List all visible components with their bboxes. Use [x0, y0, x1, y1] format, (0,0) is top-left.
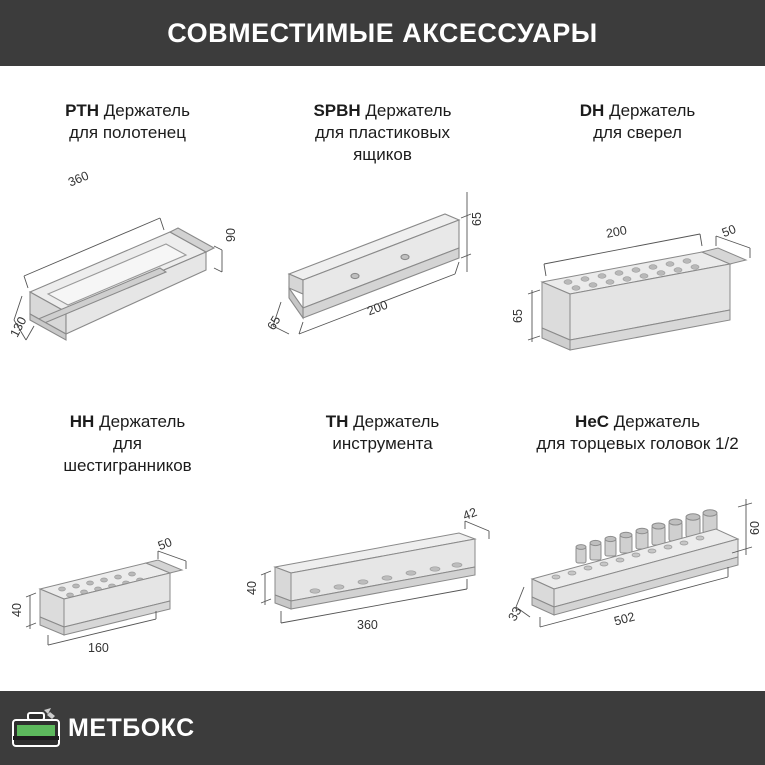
- product-cell-dh[interactable]: [510, 100, 765, 354]
- brand-name: МЕТБОКС: [68, 713, 195, 742]
- product-title-pth: [0, 100, 255, 144]
- product-code-th: TH: [325, 412, 349, 431]
- product-title-th: [255, 411, 510, 455]
- dimension-label-hec-1: 60: [747, 521, 762, 535]
- pth-svg: [0, 144, 255, 374]
- product-title-hec: [510, 411, 765, 455]
- toolbox-icon: [10, 706, 62, 750]
- product-name-spbh-line2: для пластиковых: [315, 123, 450, 142]
- dimension-label-spbh-1: 65: [469, 212, 484, 226]
- product-drawing-dh: [510, 144, 765, 354]
- product-code-hec: HeC: [575, 412, 610, 431]
- dimension-label-pth-2: 90: [223, 228, 238, 242]
- page-title: СОВМЕСТИМЫЕ АКСЕССУАРЫ: [167, 17, 598, 48]
- product-title-hh: [0, 411, 255, 477]
- dimension-label-hec-3: 502: [612, 609, 637, 629]
- product-drawing-hh: [0, 477, 255, 657]
- dimension-label-pth-3: 130: [7, 314, 30, 340]
- product-cell-spbh[interactable]: [255, 100, 510, 376]
- dimension-label-spbh-3: 65: [264, 313, 284, 333]
- th-svg: [255, 455, 510, 635]
- product-drawing-th: [244, 455, 510, 635]
- product-name-spbh-line1: Держатель: [365, 101, 452, 120]
- product-grid: [0, 66, 765, 691]
- dimension-label-dh-1: 200: [604, 223, 629, 241]
- hh-svg: [0, 477, 255, 657]
- product-code-dh: DH: [579, 101, 605, 120]
- product-name-pth-line2: для полотенец: [69, 123, 186, 142]
- toolbox-svg: [10, 706, 62, 750]
- product-title-spbh: [255, 100, 510, 166]
- dimension-label-pth-1: 360: [66, 168, 91, 190]
- product-name-hh-line1: Держатель: [99, 412, 186, 431]
- product-name-hec-line2: для торцевых головок 1/2: [536, 434, 739, 453]
- spbh-svg: [255, 166, 510, 376]
- product-cell-pth[interactable]: [0, 100, 255, 374]
- product-cell-hh[interactable]: [0, 411, 255, 657]
- dimension-label-hh-2: 40: [9, 603, 24, 617]
- product-title-dh: [510, 100, 765, 144]
- dimension-label-spbh-2: 200: [365, 297, 390, 319]
- product-name-pth-line1: Держатель: [103, 101, 190, 120]
- dimension-label-hec-2: 33: [505, 604, 525, 624]
- product-cell-th[interactable]: [244, 411, 510, 635]
- dimension-label-th-2: 40: [244, 581, 259, 595]
- product-name-dh-line2: для сверел: [593, 123, 682, 142]
- brand-logo[interactable]: [10, 697, 195, 759]
- dh-svg: [510, 144, 765, 354]
- product-name-hec-line1: Держатель: [613, 412, 700, 431]
- dimension-label-dh-2: 50: [719, 221, 738, 241]
- dimension-label-hh-1: 50: [155, 534, 174, 554]
- product-name-th-line2: инструмента: [332, 434, 433, 453]
- product-code-pth: PTH: [65, 101, 100, 120]
- dimension-label-dh-3: 65: [510, 309, 525, 323]
- product-name-dh-line1: Держатель: [609, 101, 696, 120]
- product-drawing-spbh: [255, 166, 510, 376]
- product-drawing-hec: [505, 455, 765, 635]
- product-name-hh-line3: шестигранников: [63, 456, 192, 475]
- poster-footer: [0, 691, 765, 765]
- product-name-th-line1: Держатель: [353, 412, 440, 431]
- product-code-hh: HH: [69, 412, 95, 431]
- dimension-label-th-1: 42: [460, 504, 479, 524]
- product-name-hh-line2: для: [112, 434, 143, 453]
- product-drawing-pth: [0, 144, 255, 374]
- product-cell-hec[interactable]: [505, 411, 765, 635]
- dimension-label-th-3: 360: [357, 618, 378, 632]
- dimension-label-hh-3: 160: [88, 641, 109, 655]
- hec-svg: [510, 455, 765, 635]
- poster-header: [0, 0, 765, 66]
- product-code-spbh: SPBH: [313, 101, 361, 120]
- product-name-spbh-line3: ящиков: [353, 145, 412, 164]
